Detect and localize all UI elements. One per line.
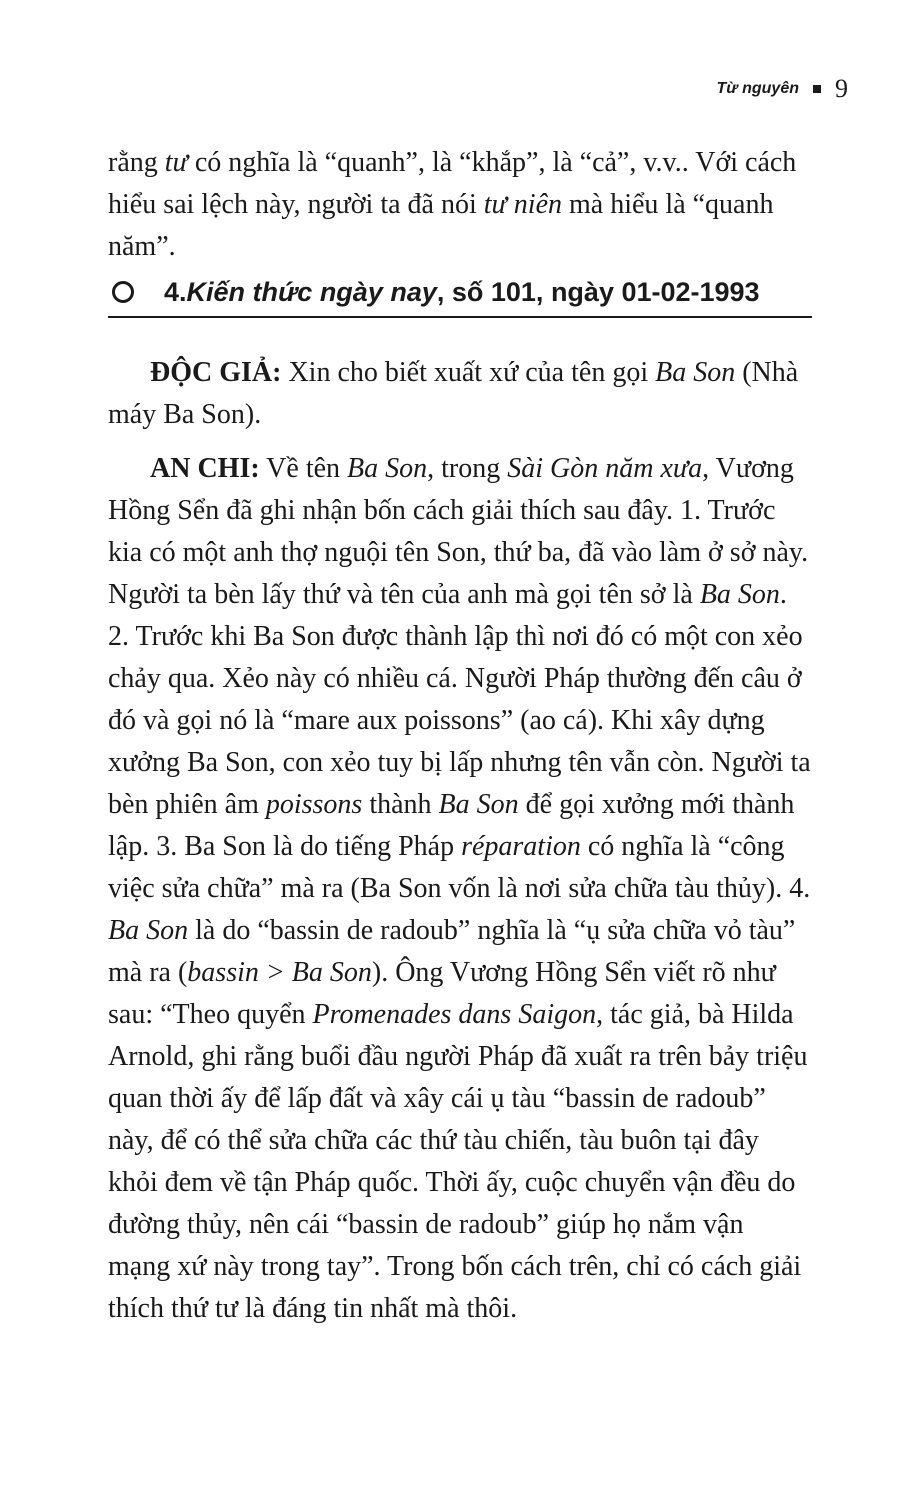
running-title: Từ nguyên <box>716 80 799 97</box>
italic-term: Ba Son <box>655 357 736 388</box>
italic-term: Ba Son <box>699 579 780 610</box>
text-run: để gọi xưởng mới thành lập. 3. Ba Son là do tiếng Pháp <box>108 789 795 862</box>
text-run: ). Ông Vương Hồng Sển viết rõ như sau: “Theo quyển <box>108 957 776 1030</box>
square-bullet-icon <box>813 85 821 93</box>
section-details: , số 101, ngày 01-02-1993 <box>436 276 760 307</box>
section-number: 4. <box>164 276 187 307</box>
section-heading <box>108 268 812 318</box>
italic-term: tư <box>164 147 188 178</box>
answer-label: AN CHI: <box>150 453 260 484</box>
text-run: (Nhà máy Ba Son). <box>108 357 799 430</box>
author-answer <box>108 448 812 1330</box>
italic-term: Ba Son <box>108 915 189 946</box>
text-run: , Vương Hồng Sển đã ghi nhận bốn cách giải thích sau đây. 1. Trước kia có một anh thợ nguội tên Son, thứ ba, đã vào làm ở sở này. Người ta bèn lấy thứ và tên của anh mà gọi tên sở là <box>108 453 809 610</box>
text-run: , trong <box>427 453 508 484</box>
text-run: là do “bassin de radoub” nghĩa là “ụ sửa chữa vỏ tàu” mà ra ( <box>108 915 796 988</box>
text-run: rằng <box>108 147 165 178</box>
text-run: Xin cho biết xuất xứ của tên gọi <box>281 357 656 388</box>
italic-term: Promenades dans Saigon <box>312 999 597 1030</box>
text-run: có nghĩa là “quanh”, là “khắp”, là “cả”, v.v.. Với cách hiểu sai lệch này, người ta đã nói <box>108 147 797 220</box>
text-run: mà hiểu là “quanh năm”. <box>108 189 774 262</box>
text-run: Về tên <box>259 453 348 484</box>
text-run: . 2. Trước khi Ba Son được thành lập thì nơi đó có một con xẻo chảy qua. Xẻo này có nhiều cá. Người Pháp thường đến câu ở đó và gọi nó là “mare aux poissons” (ao cá). Khi xây dựng xưởng Ba Son, con xẻo tuy bị lấp nhưng tên vẫn còn. Người ta bèn phiên âm <box>108 579 811 820</box>
italic-term: réparation <box>461 831 581 862</box>
circle-bullet-icon <box>112 281 134 303</box>
section-source: Kiến thức ngày nay <box>186 276 437 307</box>
text-run: có nghĩa là “công việc sửa chữa” mà ra (Ba Son vốn là nơi sửa chữa tàu thủy). 4. <box>108 831 811 904</box>
running-header <box>716 74 848 104</box>
reader-question <box>108 352 812 436</box>
italic-term: Sài Gòn năm xưa <box>507 453 703 484</box>
italic-term: bassin > Ba Son <box>187 957 372 988</box>
italic-term: Ba Son <box>438 789 519 820</box>
page-number: 9 <box>835 74 848 103</box>
italic-term: poissons <box>265 789 363 820</box>
text-run: thành <box>362 789 439 820</box>
text-run: , tác giả, bà Hilda Arnold, ghi rằng buổi đầu người Pháp đã xuất ra trên bảy triệu quan thời ấy để lấp đất và xây cái ụ tàu “bassin de radoub” này, để có thể sửa chữa các thứ tàu chiến, tàu buôn tại đây khỏi đem về tận Pháp quốc. Thời ấy, cuộc chuyển vận đều do đường thủy, nên cái “bassin de radoub” giúp họ nắm vận mạng xứ này trong tay”. Trong bốn cách trên, chỉ có cách giải thích thứ tư là đáng tin nhất mà thôi. <box>108 999 808 1324</box>
italic-term: tư niên <box>483 189 562 220</box>
continuation-paragraph <box>108 142 812 268</box>
italic-term: Ba Son <box>347 453 428 484</box>
question-label: ĐỘC GIẢ: <box>150 357 282 388</box>
